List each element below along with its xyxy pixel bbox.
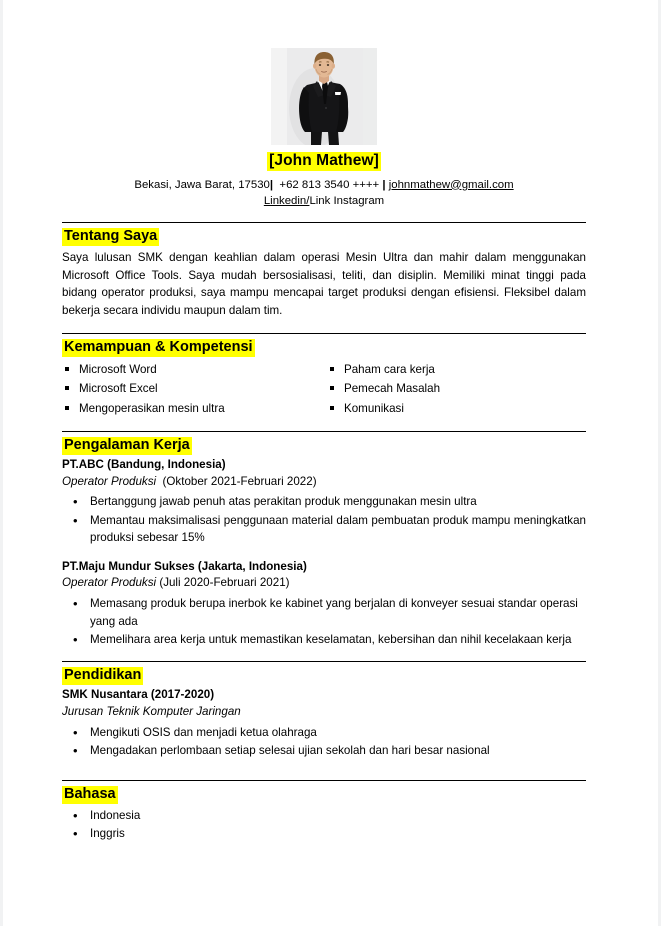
contact-info: [62, 177, 586, 209]
list-item: • Mengikuti OSIS dan menjadi ketua olahraga: [62, 724, 586, 741]
skills-column-right: [324, 360, 586, 418]
list-item: Mengoperasikan mesin ultra: [62, 399, 324, 418]
section-tentang-saya: [62, 223, 586, 320]
section-kemampuan-kompetensi: [62, 334, 586, 418]
section-bahasa: [62, 781, 586, 843]
section-title-tentang-saya: Tentang Saya: [62, 228, 159, 246]
job-role-line: [62, 575, 586, 592]
job-bullets: [62, 595, 586, 648]
list-item: • Memantau maksimalisasi penggunaan material dalam pembuatan produk mampu meningkatkan produksi sebesar 15%: [62, 512, 586, 547]
contact-address: Bekasi, Jawa Barat, 17530: [134, 178, 270, 191]
candidate-name: [John Mathew]: [269, 152, 379, 169]
resume-content: [62, 0, 586, 844]
section-pendidikan: [62, 662, 586, 759]
contact-phone: +62 813 3540 ++++: [279, 178, 380, 191]
list-item: • Inggris: [62, 825, 586, 842]
list-item: • Memasang produk berupa inerbok ke kabinet yang berjalan di konveyer sesuai standar operasi yang ada: [62, 595, 586, 630]
job-role: Operator Produksi: [62, 474, 157, 488]
education-bullets: [62, 724, 586, 760]
list-item: • Mengadakan perlombaan setiap selesai ujian sekolah dan hari besar nasional: [62, 742, 586, 759]
job-entry-2: [62, 559, 586, 649]
contact-separator-2: |: [382, 178, 386, 191]
list-item: Komunikasi: [324, 399, 586, 418]
job-role: Operator Produksi: [62, 576, 157, 590]
job-role-line: [62, 474, 586, 491]
about-paragraph: Saya lulusan SMK dengan keahlian dalam operasi Mesin Ultra dan mahir dalam menggunakan Microsoft Office Tools. Saya mudah bersosialisasi, teliti, dan disiplin. Memiliki minat tinggi pada bidang operator produksi, saya mampu mencapai target produksi dengan efisiensi. Fleksibel dalam bekerja secara individu maupun dalam tim.: [62, 250, 586, 318]
list-item: Microsoft Word: [62, 360, 324, 379]
language-list: [62, 807, 586, 843]
education-school: SMK Nusantara (2017-2020): [62, 688, 215, 702]
contact-line-2: [62, 193, 586, 209]
candidate-name-wrap: [62, 152, 586, 171]
section-title-kemampuan: Kemampuan & Kompetensi: [62, 339, 255, 357]
section-pengalaman-kerja: [62, 432, 586, 649]
skills-column-left: [62, 360, 324, 418]
section-title-pendidikan: Pendidikan: [62, 667, 143, 685]
contact-line-1: [62, 177, 586, 193]
skills-list-right: [324, 360, 586, 418]
list-item: • Bertanggung jawab penuh atas perakitan produk menggunakan mesin ultra: [62, 493, 586, 510]
profile-photo: [271, 48, 377, 145]
list-item: Paham cara kerja: [324, 360, 586, 379]
contact-separator-1: |: [269, 178, 274, 191]
job-period: (Juli 2020-Februari 2021): [159, 576, 290, 590]
job-company: PT.Maju Mundur Sukses (Jakarta, Indonesia): [62, 559, 307, 573]
education-major: Jurusan Teknik Komputer Jaringan: [62, 705, 241, 719]
resume-header: [62, 0, 586, 209]
skills-list-left: [62, 360, 324, 418]
instagram-link[interactable]: Link Instagram: [309, 194, 385, 207]
job-bullets: [62, 493, 586, 546]
list-item: Pemecah Masalah: [324, 379, 586, 398]
section-title-pengalaman: Pengalaman Kerja: [62, 437, 192, 455]
job-entry-1: [62, 457, 586, 547]
job-company: PT.ABC (Bandung, Indonesia): [62, 457, 226, 471]
contact-email[interactable]: johnmathew@gmail.com: [388, 178, 514, 191]
list-item: • Memelihara area kerja untuk memastikan keselamatan, kebersihan dan nihil kecelakaan kerja: [62, 631, 586, 648]
job-period: (Oktober 2021-Februari 2022): [162, 474, 317, 488]
section-title-bahasa: Bahasa: [62, 786, 118, 804]
list-item: • Indonesia: [62, 807, 586, 824]
list-item: Microsoft Excel: [62, 379, 324, 398]
linkedin-link[interactable]: Linkedin/: [263, 194, 310, 207]
skills-columns: [62, 360, 586, 418]
